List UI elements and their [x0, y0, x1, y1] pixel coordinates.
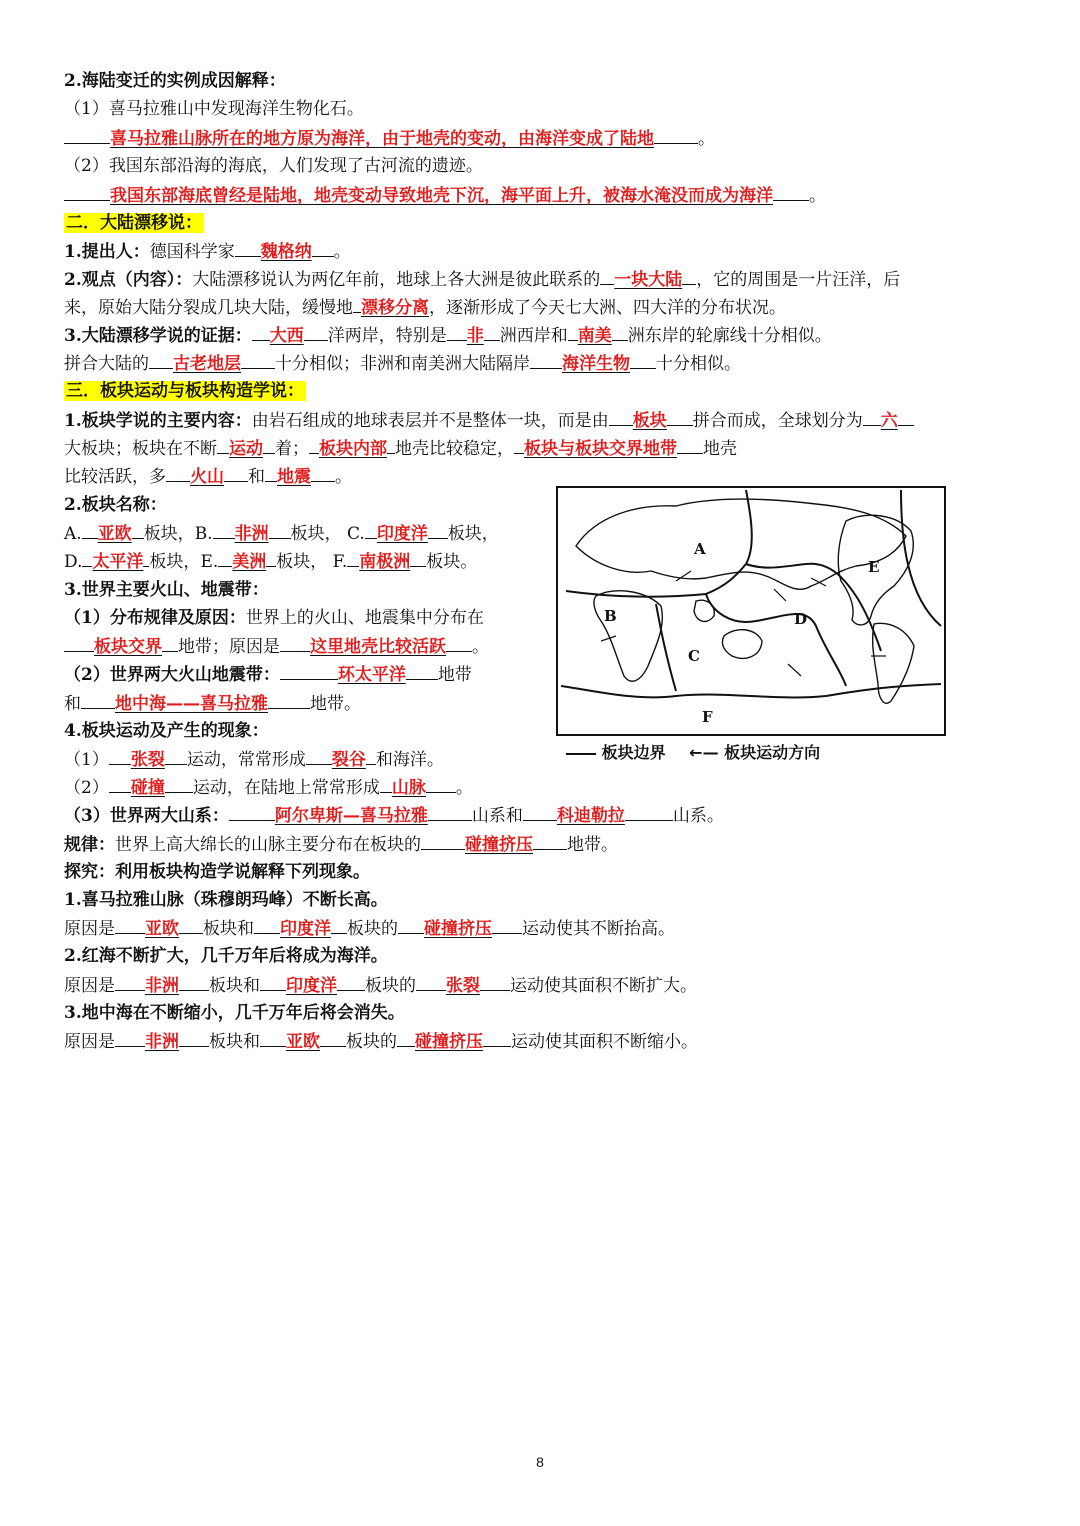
plate-label-a: A	[694, 540, 706, 558]
text: 德国科学家	[149, 242, 235, 262]
answer: 南美	[577, 326, 612, 346]
section-title-text: 二．大陆漂移说：	[66, 213, 202, 233]
text: ，它的周围是一片汪洋，后	[696, 270, 901, 290]
text: 拼合而成，全球划分为	[692, 411, 863, 431]
text: （2）	[64, 778, 109, 798]
text: 比较活跃，多	[64, 467, 166, 487]
text: 十分相似；非洲和南美洲大陆隔岸	[275, 354, 530, 374]
plate-label-e: E	[868, 558, 880, 576]
text: 和	[248, 467, 265, 487]
plate-name: 印度洋	[376, 524, 428, 544]
answer: 印度洋	[280, 919, 331, 939]
plate-prefix: D.	[64, 552, 83, 572]
answer: 火山	[190, 467, 224, 487]
answer: 海洋生物	[562, 354, 630, 374]
plate-rule	[64, 831, 618, 858]
text: 地壳比较稳定，	[395, 439, 514, 459]
answer: 板块内部	[319, 439, 387, 459]
plate-label-d: D	[794, 610, 808, 628]
plate-label-b: B	[604, 607, 617, 625]
text: 来，原始大陆分裂成几块大陆，缓慢地	[64, 298, 353, 318]
arrow-left-icon: ←—	[689, 743, 719, 762]
text: 运动使其面积不断缩小。	[511, 1032, 698, 1052]
plate-name: 美洲	[232, 552, 267, 572]
answer: 碰撞挤压	[415, 1032, 483, 1052]
answer: 一块大陆	[614, 270, 683, 290]
answer: 科迪勒拉	[556, 806, 625, 826]
answer: 碰撞挤压	[424, 919, 492, 939]
plate-names-label: 2.板块名称：	[64, 495, 167, 515]
plate-names-row-2	[64, 548, 477, 575]
text: ，逐渐形成了今天七大洲、四大洋的分布状况。	[429, 298, 786, 318]
drift-viewpoint-2	[64, 294, 786, 321]
text: 世界上的火山、地震集中分布在	[245, 608, 484, 628]
page-number: 8	[536, 1454, 544, 1470]
text: 洲西岸和	[499, 326, 568, 346]
label: （2）世界两大火山地震带：	[64, 665, 280, 685]
question-1: （1）喜马拉雅山中发现海洋生物化石。	[64, 99, 364, 119]
explore-title: 探究：利用板块构造学说解释下列现象。	[64, 862, 370, 882]
answer: 非洲	[145, 976, 179, 996]
answer: 非	[466, 326, 484, 346]
text: 洋两岸，特别是	[327, 326, 447, 346]
answer-line-1	[64, 125, 715, 152]
period: 。	[698, 129, 715, 149]
text: 。	[472, 637, 489, 657]
text: 山系和	[471, 806, 523, 826]
plate-name: 亚欧	[97, 524, 132, 544]
explore-q1: 1.喜马拉雅山脉（珠穆朗玛峰）不断长高。	[64, 890, 388, 910]
answer: 漂移分离	[361, 298, 429, 318]
text: 世界上高大绵长的山脉主要分布在板块的	[115, 835, 421, 855]
text: 板块和	[209, 1032, 260, 1052]
text: 板块和	[203, 919, 254, 939]
answer: 运动	[229, 439, 263, 459]
answer: 板块与板块交界地带	[524, 439, 677, 459]
volcano-belt-q1	[64, 605, 484, 631]
plate-suffix: 板块，	[149, 552, 201, 572]
answer: 张裂	[446, 976, 480, 996]
text: 十分相似。	[656, 354, 741, 374]
answer: 碰撞	[130, 778, 165, 798]
plate-suffix: 板块，	[447, 524, 499, 544]
label: 1.板块学说的主要内容：	[64, 411, 252, 431]
plate-prefix: B.	[194, 524, 213, 544]
text: 山系。	[672, 806, 724, 826]
plate-motion-1	[64, 746, 444, 773]
explore-q2: 2.红海不断扩大，几千万年后将成为海洋。	[64, 946, 388, 966]
plate-suffix: 板块，	[276, 552, 328, 572]
volcano-belt-label: 3.世界主要火山、地震带：	[64, 580, 269, 600]
label: （3）世界两大山系：	[64, 806, 229, 826]
answer: 山脉	[391, 778, 426, 798]
text: 运动使其不断抬高。	[522, 919, 675, 939]
plate-prefix: C.	[347, 524, 365, 544]
plate-suffix: 板块。	[426, 552, 478, 572]
answer: 六	[880, 411, 898, 431]
volcano-belt-a2	[64, 690, 361, 717]
legend-direction: 板块运动方向	[724, 743, 821, 762]
text: 板块的	[347, 919, 398, 939]
text: 地壳	[703, 439, 737, 459]
answer: 非洲	[145, 1032, 179, 1052]
plate-label-f: F	[702, 708, 713, 726]
drift-viewpoint-1	[64, 266, 900, 293]
question-2: （2）我国东部沿海的海底，人们发现了古河流的遗迹。	[64, 156, 483, 176]
plate-name: 非洲	[234, 524, 269, 544]
answer: 阿尔卑斯—喜马拉雅	[274, 806, 428, 826]
answer: 大西	[269, 326, 304, 346]
answer: 环太平洋	[337, 665, 406, 685]
answer: 亚欧	[145, 919, 179, 939]
plate-theory-1	[64, 407, 914, 434]
text: 。	[455, 778, 473, 798]
drift-evidence-2	[64, 350, 741, 377]
answer: 地震	[277, 467, 311, 487]
plate-theory-3	[64, 463, 352, 490]
label: 3.大陆漂移学说的证据：	[64, 326, 252, 346]
text: 原因是	[64, 919, 115, 939]
text: 地带。	[567, 835, 618, 855]
drift-evidence-1	[64, 322, 832, 349]
text: 地带；原因是	[178, 637, 280, 657]
answer: 裂谷	[331, 750, 366, 770]
text: 大板块；板块在不断	[64, 439, 217, 459]
section-title-continental-drift	[64, 210, 204, 236]
plate-suffix: 板块，	[290, 524, 342, 544]
text: 大陆漂移说认为两亿年前，地球上各大洲是彼此联系的	[192, 270, 601, 290]
volcano-belt-a1	[64, 633, 489, 660]
text: 板块的	[365, 976, 416, 996]
text: 原因是	[64, 1032, 115, 1052]
plate-theory-2	[64, 435, 737, 462]
section-title-plate-tectonics	[64, 378, 306, 404]
plate-label-c: C	[688, 647, 700, 665]
text: 着；	[275, 439, 309, 459]
period: 。	[809, 186, 826, 206]
explore-a1	[64, 915, 675, 942]
answer: 印度洋	[286, 976, 337, 996]
text: 板块和	[209, 976, 260, 996]
text: 拼合大陆的	[64, 354, 149, 374]
answer: 碰撞挤压	[465, 835, 533, 855]
drift-proposer: 1.提出人：德国科学家 魏格纳 。	[64, 238, 351, 265]
section-title-text: 三．板块运动与板块构造学说：	[66, 381, 304, 401]
legend-boundary: 板块边界	[601, 743, 666, 762]
answer: 板块	[632, 411, 667, 431]
plate-prefix: A.	[64, 524, 82, 544]
text: 地带。	[310, 694, 361, 714]
text: 原因是	[64, 976, 115, 996]
answer-line-2	[64, 182, 826, 209]
boundary-legend-line	[566, 753, 596, 755]
label: （1）分布规律及原因：	[64, 608, 246, 628]
text: 运动使其面积不断扩大。	[510, 976, 697, 996]
volcano-belt-q2	[64, 661, 472, 688]
answer: 地中海——喜马拉雅	[115, 694, 268, 714]
text: 和海洋。	[375, 750, 444, 770]
answer: 喜马拉雅山脉所在的地方原为海洋，由于地壳的变动，由海洋变成了陆地	[110, 129, 654, 149]
answer: 亚欧	[286, 1032, 320, 1052]
answer: 魏格纳	[260, 242, 312, 262]
text: 运动，在陆地上常常形成	[192, 778, 380, 798]
answer: 古老地层	[173, 354, 241, 374]
plate-map	[556, 486, 946, 736]
plate-names-row-1	[64, 520, 499, 547]
label: 1.提出人：	[64, 242, 150, 262]
text: （1）	[64, 750, 109, 770]
answer: 我国东部海底曾经是陆地，地壳变动导致地壳下沉，海平面上升，被海水淹没而成为海洋	[110, 186, 773, 206]
label: 2.观点（内容）：	[64, 270, 193, 290]
plate-name: 南极洲	[359, 552, 411, 572]
text: 板块的	[346, 1032, 397, 1052]
text: 地带	[437, 665, 472, 685]
plate-prefix: F.	[332, 552, 348, 572]
text: 运动，常常形成	[186, 750, 306, 770]
answer: 板块交界	[94, 637, 162, 657]
text: 由岩石组成的地球表层并不是整体一块，而是由	[251, 411, 609, 431]
text: 洲东岸的轮廓线十分相似。	[627, 326, 832, 346]
plate-motion-2	[64, 774, 473, 801]
plate-motion-3	[64, 802, 724, 829]
plate-name: 太平洋	[92, 552, 144, 572]
text: 。	[335, 467, 352, 487]
label: 规律：	[64, 835, 115, 855]
explore-a3	[64, 1028, 698, 1055]
plate-prefix: E.	[200, 552, 219, 572]
answer: 张裂	[130, 750, 165, 770]
text: 和	[64, 694, 81, 714]
section-heading-sea-land: 2.海陆变迁的实例成因解释：	[64, 71, 286, 91]
answer: 这里地壳比较活跃	[310, 637, 446, 657]
explore-a2	[64, 972, 697, 999]
explore-q3: 3.地中海在不断缩小，几千万年后将会消失。	[64, 1003, 405, 1023]
plate-suffix: 板块，	[143, 524, 195, 544]
plate-motion-label: 4.板块运动及产生的现象：	[64, 721, 269, 741]
map-legend	[566, 740, 820, 763]
